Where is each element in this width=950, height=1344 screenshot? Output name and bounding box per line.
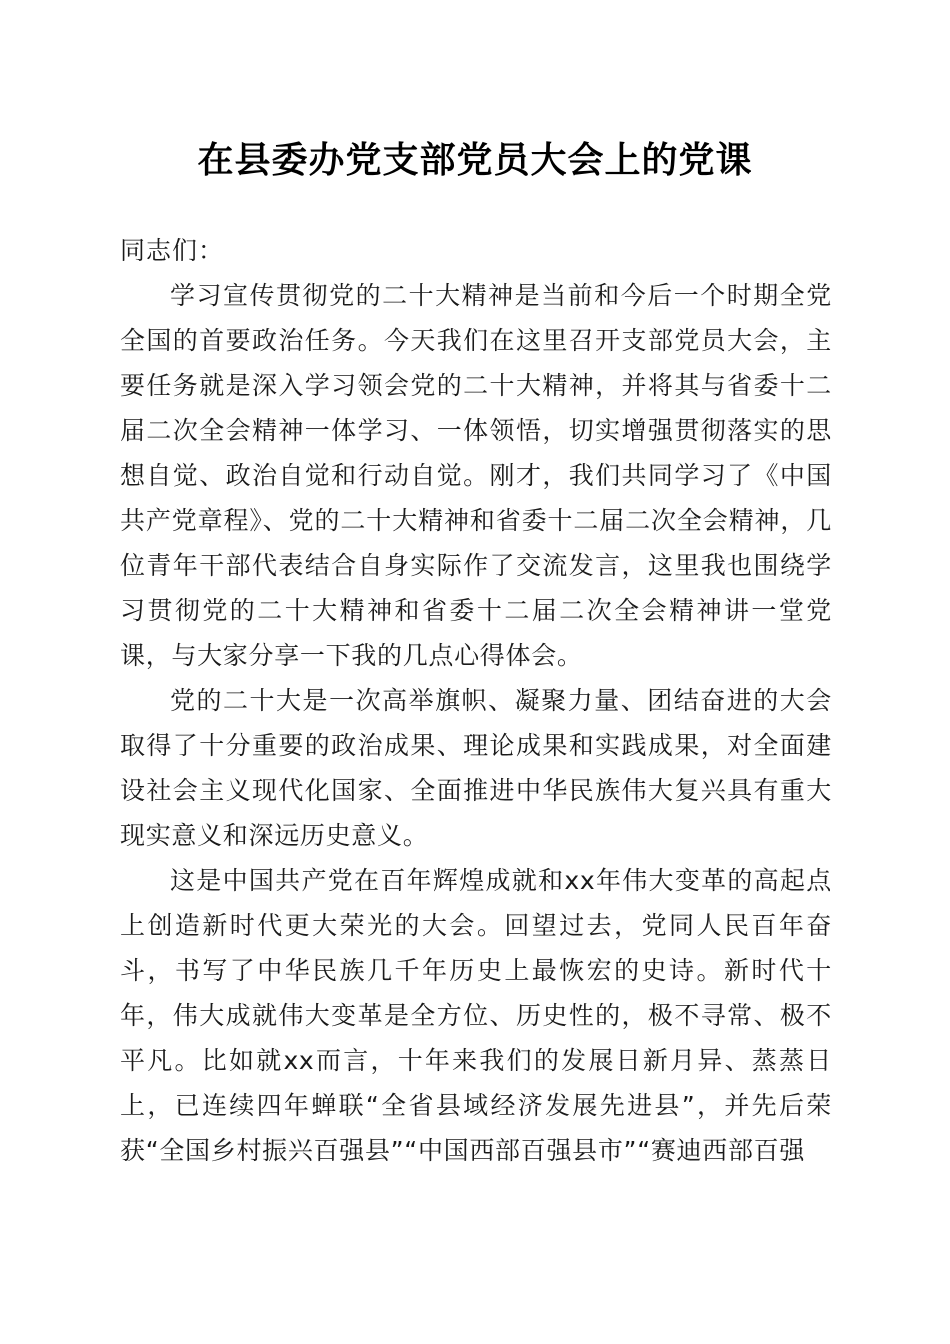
document-title: 在县委办党支部党员大会上的党课: [197, 139, 753, 181]
salutation: 同志们：: [120, 236, 225, 265]
document-body: [120, 228, 832, 1173]
paragraph-1: 学习宣传贯彻党的二十大精神是当前和今后一个时期全党全国的首要政治任务。今天我们在这里召开支部党员大会，主要任务就是深入学习领会党的二十大精神，并将其与省委十二届二次全会精神一体学习、一体领悟，切实增强贯彻落实的思想自觉、政治自觉和行动自觉。刚才，我们共同学习了《中国共产党章程》、党的二十大精神和省委十二届二次全会精神，几位青年干部代表结合自身实际作了交流发言，这里我也围绕学习贯彻党的二十大精神和省委十二届二次全会精神讲一堂党课，与大家分享一下我的几点心得体会。: [120, 281, 832, 670]
paragraph-2: 党的二十大是一次高举旗帜、凝聚力量、团结奋进的大会取得了十分重要的政治成果、理论成果和实践成果，对全面建设社会主义现代化国家、全面推进中华民族伟大复兴具有重大现实意义和深远历史意义。: [120, 686, 832, 850]
paragraph-3: 这是中国共产党在百年辉煌成就和xx年伟大变革的高起点上创造新时代更大荣光的大会。回望过去，党同人民百年奋斗，书写了中华民族几千年历史上最恢宏的史诗。新时代十年，伟大成就伟大变革是全方位、历史性的，极不寻常、极不平凡。比如就xx而言，十年来我们的发展日新月异、蒸蒸日上，已连续四年蝉联“全省县域经济发展先进县”，并先后荣获“全国乡村振兴百强县”“中国西部百强县市”“赛迪西部百强: [120, 866, 832, 1165]
